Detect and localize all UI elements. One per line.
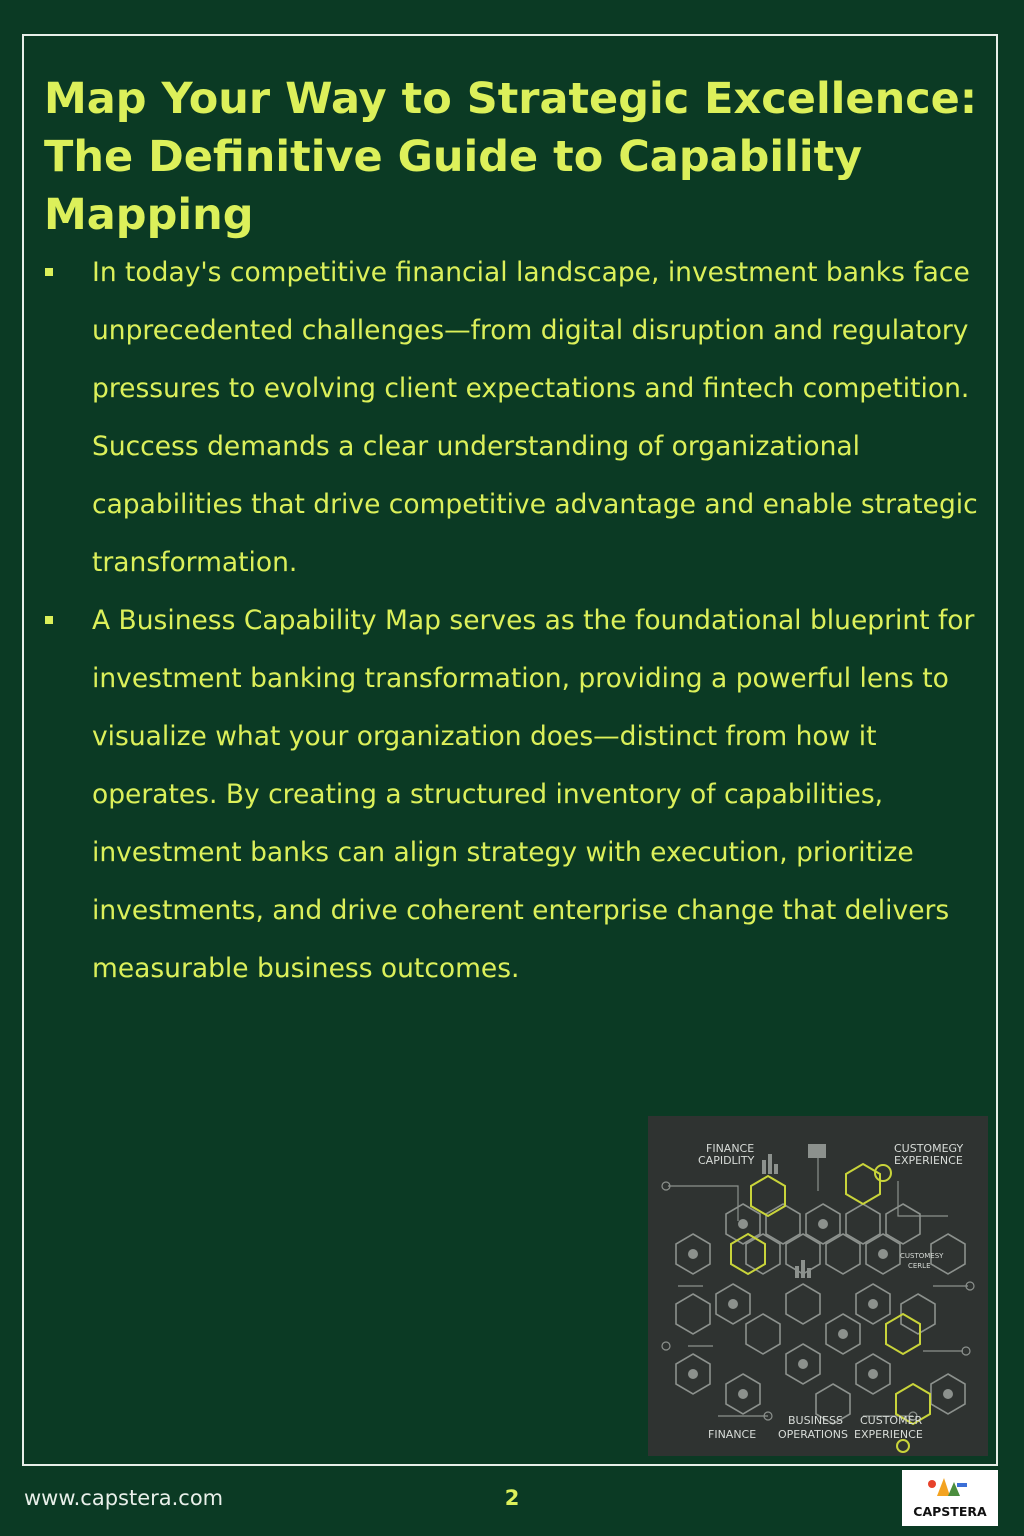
illustration-label-center-2: CERLE — [908, 1262, 931, 1270]
capstera-logo — [902, 1470, 998, 1526]
illustration-label-center: CUSTOMESY — [900, 1252, 944, 1260]
illustration-label-customer: CUSTOMER — [860, 1414, 923, 1427]
square-bullet-icon — [45, 268, 53, 276]
bullet-item — [44, 592, 984, 998]
bullet-text: In today's competitive financial landscape, investment banks face unprecedented challenges—from digital disruption and regulatory pressures to evolving client expectations and fintech competition. Success demands a clear understanding of organizational capabilities that drive competitive advantage and enable strategic transformation. — [92, 257, 978, 578]
page-number: 2 — [504, 1486, 520, 1510]
illustration-label-customer-2: EXPERIENCE — [854, 1428, 923, 1441]
illustration-label-finance-capability-2: CAPIDLITY — [698, 1154, 755, 1167]
illustration-label-finance: FINANCE — [708, 1428, 757, 1441]
illustration-label-business-operations: BUSINESS — [788, 1414, 843, 1427]
illustration-label-business-operations-2: OPERATIONS — [778, 1428, 848, 1441]
illustration-label-customer-experience: CUSTOMEGY — [894, 1142, 964, 1155]
square-bullet-icon — [45, 616, 53, 624]
logo-text: CAPSTERA — [913, 1504, 987, 1519]
bullet-text: A Business Capability Map serves as the foundational blueprint for investment banking transformation, providing a powerful lens to visualize what your organization does—distinct from how it operates. By creating a structured inventory of capabilities, investment banks can align strategy with execution, prioritize investments, and drive coherent enterprise change that delivers measurable business outcomes. — [92, 605, 975, 984]
page-title: Map Your Way to Strategic Excellence: The Definitive Guide to Capability Mapping — [44, 74, 978, 240]
website-link[interactable]: www.capstera.com — [24, 1486, 224, 1510]
illustration-label-customer-experience-2: EXPERIENCE — [894, 1154, 963, 1167]
bullet-list — [44, 244, 984, 998]
illustration-label-finance-capability: FINANCE — [706, 1142, 755, 1155]
bullet-item — [44, 244, 984, 592]
capability-map-illustration — [648, 1116, 988, 1456]
capstera-logo-mark-icon — [902, 1470, 998, 1504]
